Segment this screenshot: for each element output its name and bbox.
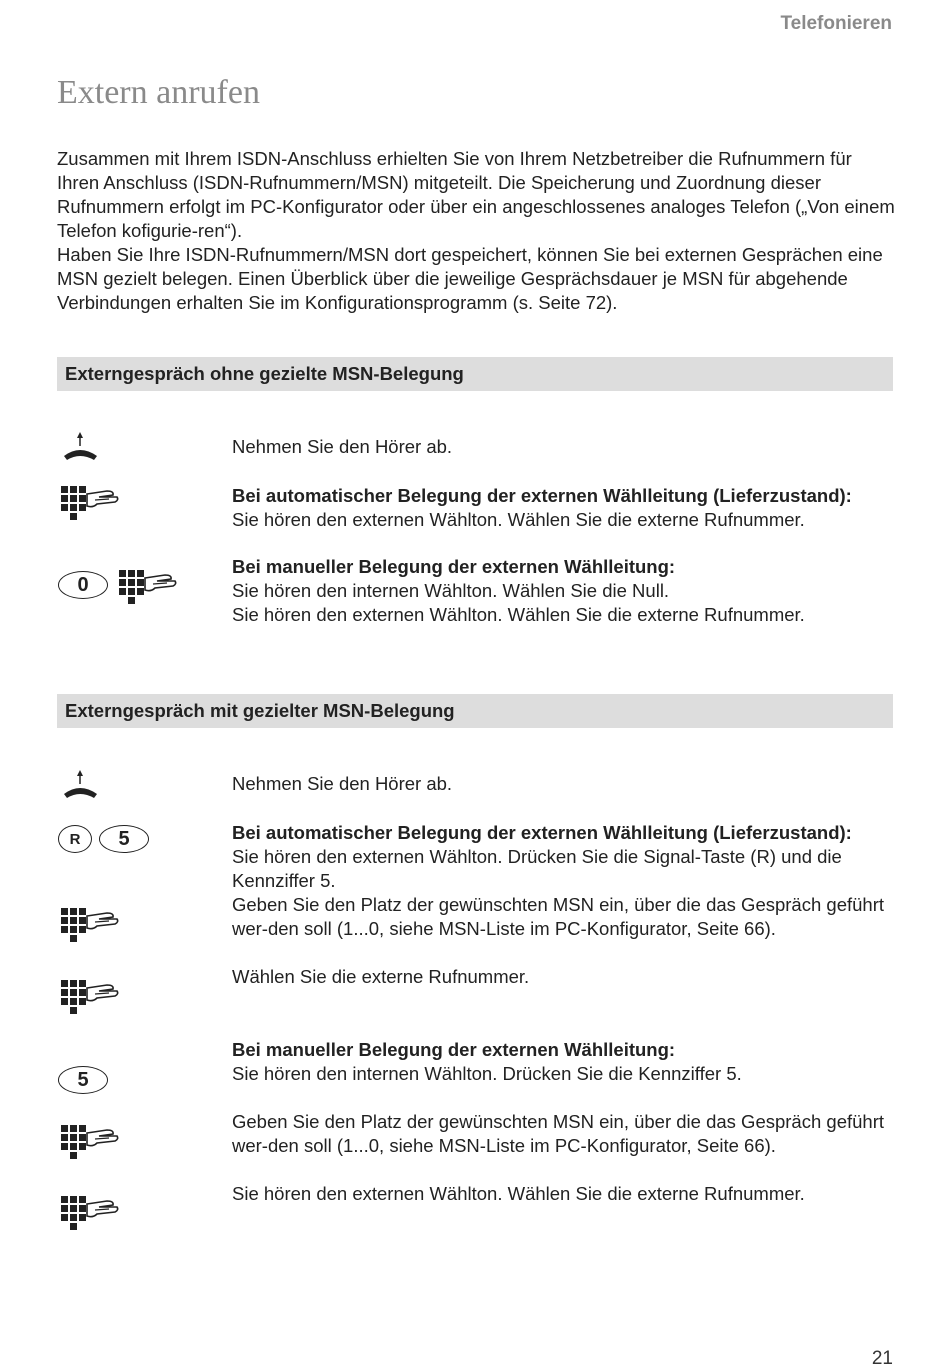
- step-enter-msn: Geben Sie den Platz der gewünschten MSN ein, über die das Gespräch geführt wer-den soll (1...0, siehe MSN-Liste im PC-Konfigurator, Seite 66).: [232, 894, 884, 939]
- running-header: Telefonieren: [780, 13, 892, 34]
- keypad-dial-icon: [59, 904, 121, 948]
- intro-paragraph-2: Haben Sie Ihre ISDN-Rufnummern/MSN dort gespeichert, können Sie bei externen Gesprächen eine MSN gezielt belegen. Einen Überblick über die jeweilige Gesprächsdauer je MSN für abgehende Verbindungen erhalten Sie im Konfigurationsprogramm (s. Seite 72).: [57, 244, 883, 313]
- step-automatic-line: [232, 484, 897, 532]
- key-five-button-icon: 5: [58, 1066, 108, 1094]
- step-manual-msn-text: Sie hören den internen Wählton. Drücken Sie die Kennziffer 5.: [232, 1063, 742, 1084]
- step-lift-handset: Nehmen Sie den Hörer ab.: [232, 436, 453, 457]
- step-manual-heading: Bei manueller Belegung der externen Wählleitung:: [232, 556, 676, 577]
- step-automatic-heading: Bei automatischer Belegung der externen Wählleitung (Lieferzustand):: [232, 485, 852, 506]
- keypad-dial-icon: [59, 1192, 121, 1236]
- keypad-dial-icon: [59, 1121, 121, 1165]
- step-manual-msn: [232, 1038, 897, 1086]
- section-heading-without-msn: Externgespräch ohne gezielte MSN-Belegung: [57, 357, 893, 391]
- keypad-dial-icon: [59, 976, 121, 1020]
- step-dial-number: Wählen Sie die externe Rufnummer.: [232, 966, 530, 987]
- step-manual-line-2: Sie hören den externen Wählton. Wählen Sie die externe Rufnummer.: [232, 604, 805, 625]
- keypad-dial-icon: [117, 566, 179, 610]
- key-five-button-icon: 5: [99, 825, 149, 853]
- intro-paragraph-1: Zusammen mit Ihrem ISDN-Anschluss erhielten Sie von Ihrem Netzbetreiber die Rufnummern für Ihren Anschluss (ISDN-Rufnummern/MSN) mitgeteilt. Die Speicherung und Zuordnung dieser Rufnummern erfolgt im PC-Konfigurator oder über ein angeschlossenes analoges Telefon („Von einem Telefon kofigurie-ren“).: [57, 148, 895, 241]
- handset-icon: [61, 770, 101, 800]
- keypad-dial-icon: [59, 482, 121, 526]
- page-title: Extern anrufen: [57, 74, 260, 111]
- page-number: 21: [871, 1348, 893, 1369]
- key-r-button-icon: R: [58, 825, 92, 853]
- step-manual-line: [232, 555, 897, 627]
- step-automatic-msn-text: Sie hören den externen Wählton. Drücken Sie die Signal-Taste (R) und die Kennziffer 5.: [232, 846, 842, 891]
- intro-text: [57, 147, 897, 315]
- step-automatic-text: Sie hören den externen Wählton. Wählen Sie die externe Rufnummer.: [232, 509, 805, 530]
- section-heading-with-msn: Externgespräch mit gezielter MSN-Belegung: [57, 694, 893, 728]
- step-automatic-msn: [232, 821, 897, 893]
- handset-icon: [61, 432, 101, 462]
- step-enter-msn-manual: Geben Sie den Platz der gewünschten MSN ein, über die das Gespräch geführt wer-den soll (1...0, siehe MSN-Liste im PC-Konfigurator, Seite 66).: [232, 1111, 884, 1156]
- step-manual-msn-heading: Bei manueller Belegung der externen Wählleitung:: [232, 1039, 676, 1060]
- step-dial-number-manual: Sie hören den externen Wählton. Wählen Sie die externe Rufnummer.: [232, 1183, 805, 1204]
- step-lift-handset: Nehmen Sie den Hörer ab.: [232, 773, 453, 794]
- key-zero-button-icon: 0: [58, 571, 108, 599]
- step-manual-line-1: Sie hören den internen Wählton. Wählen Sie die Null.: [232, 580, 670, 601]
- step-automatic-msn-heading: Bei automatischer Belegung der externen Wählleitung (Lieferzustand):: [232, 822, 852, 843]
